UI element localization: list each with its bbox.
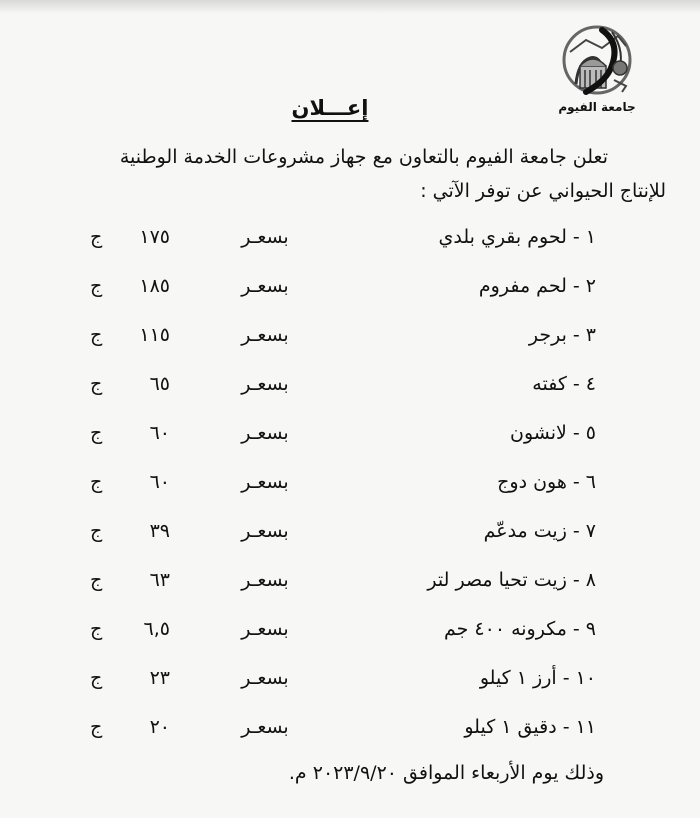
list-item: [0, 422, 700, 454]
item-name: - مكرونه ٤٠٠ جم: [443, 618, 580, 640]
item-description: [532, 373, 596, 395]
item-price: [90, 324, 170, 346]
list-item: [0, 275, 700, 307]
currency-unit: ج: [90, 373, 103, 395]
price-label: بسعـر: [241, 569, 289, 591]
currency-unit: ج: [90, 569, 103, 591]
item-name: - هون دوج: [497, 471, 580, 493]
price-label: بسعـر: [241, 324, 289, 346]
closing-date-line: وذلك يوم الأربعاء الموافق ٢٠٢٣/٩/٢٠ م.: [288, 762, 604, 784]
item-price: [90, 667, 170, 689]
item-price: [90, 226, 170, 248]
item-number: ٩: [585, 618, 596, 640]
item-description: [444, 618, 596, 640]
price-value: ٦٠: [149, 422, 170, 444]
item-description: [464, 716, 596, 738]
price-value: ٦,٥: [143, 618, 170, 640]
item-name: - دقيق ١ كيلو: [464, 716, 570, 738]
price-value: ١١٥: [139, 324, 170, 346]
item-number: ٤: [585, 373, 596, 395]
price-label: بسعـر: [241, 226, 289, 248]
item-description: [479, 275, 596, 297]
announcement-title: إعـــلان: [291, 96, 369, 120]
item-number: ١١: [575, 716, 596, 738]
university-emblem-icon: [556, 22, 638, 98]
item-name: - برجر: [528, 324, 580, 346]
item-description: [510, 422, 596, 444]
currency-unit: ج: [90, 716, 103, 738]
item-price: [90, 373, 170, 395]
item-name: - لانشون: [510, 422, 580, 444]
list-item: [0, 618, 700, 650]
item-price: [90, 569, 170, 591]
item-name: - لحم مفروم: [478, 275, 580, 297]
item-description: [484, 520, 596, 542]
price-value: ٦٥: [149, 373, 170, 395]
currency-unit: ج: [90, 618, 103, 640]
currency-unit: ج: [90, 422, 103, 444]
price-label: بسعـر: [241, 422, 289, 444]
intro-paragraph: [26, 140, 666, 208]
item-price: [90, 275, 170, 297]
currency-unit: ج: [90, 667, 103, 689]
price-label: بسعـر: [241, 716, 289, 738]
intro-line-2: للإنتاج الحيواني عن توفر الآتي :: [420, 180, 666, 202]
page-edge-shadow: [0, 0, 700, 14]
item-description: [427, 569, 596, 591]
price-value: ٦٣: [149, 569, 170, 591]
item-description: [529, 324, 596, 346]
item-price: [90, 618, 170, 640]
price-label: بسعـر: [241, 667, 289, 689]
currency-unit: ج: [90, 324, 103, 346]
currency-unit: ج: [90, 520, 103, 542]
item-name: - أرز ١ كيلو: [479, 667, 570, 689]
item-description: [480, 667, 596, 689]
list-item: [0, 667, 700, 699]
price-label: بسعـر: [241, 373, 289, 395]
list-item: [0, 324, 700, 356]
item-price: [90, 716, 170, 738]
price-value: ٣٩: [149, 520, 170, 542]
item-name: - لحوم بقري بلدي: [438, 226, 580, 248]
logo-caption: جامعة الفيوم: [558, 100, 636, 114]
currency-unit: ج: [90, 226, 103, 248]
product-list: [0, 226, 700, 746]
item-name: - كفته: [532, 373, 580, 395]
item-price: [90, 422, 170, 444]
price-value: ٢٣: [149, 667, 170, 689]
item-number: ٥: [585, 422, 596, 444]
list-item: [0, 716, 700, 748]
price-label: بسعـر: [241, 275, 289, 297]
item-number: ٨: [585, 569, 596, 591]
intro-line-1: تعلن جامعة الفيوم بالتعاون مع جهاز مشروعات الخدمة الوطنية: [119, 146, 608, 168]
price-label: بسعـر: [241, 471, 289, 493]
item-name: - زيت تحيا مصر لتر: [427, 569, 580, 591]
currency-unit: ج: [90, 275, 103, 297]
item-number: ١٠: [575, 667, 596, 689]
item-price: [90, 471, 170, 493]
list-item: [0, 373, 700, 405]
item-number: ٧: [585, 520, 596, 542]
university-logo: [556, 22, 638, 118]
item-number: ١: [585, 226, 596, 248]
item-description: [497, 471, 596, 493]
item-number: ٢: [585, 275, 596, 297]
item-number: ٦: [585, 471, 596, 493]
price-value: ٦٠: [149, 471, 170, 493]
list-item: [0, 226, 700, 258]
item-description: [438, 226, 596, 248]
currency-unit: ج: [90, 471, 103, 493]
item-name: - زيت مدعّم: [483, 520, 580, 542]
price-value: ١٨٥: [139, 275, 170, 297]
price-value: ٢٠: [149, 716, 170, 738]
list-item: [0, 569, 700, 601]
list-item: [0, 520, 700, 552]
price-value: ١٧٥: [139, 226, 170, 248]
price-label: بسعـر: [241, 520, 289, 542]
list-item: [0, 471, 700, 503]
item-price: [90, 520, 170, 542]
price-label: بسعـر: [241, 618, 289, 640]
item-number: ٣: [585, 324, 596, 346]
